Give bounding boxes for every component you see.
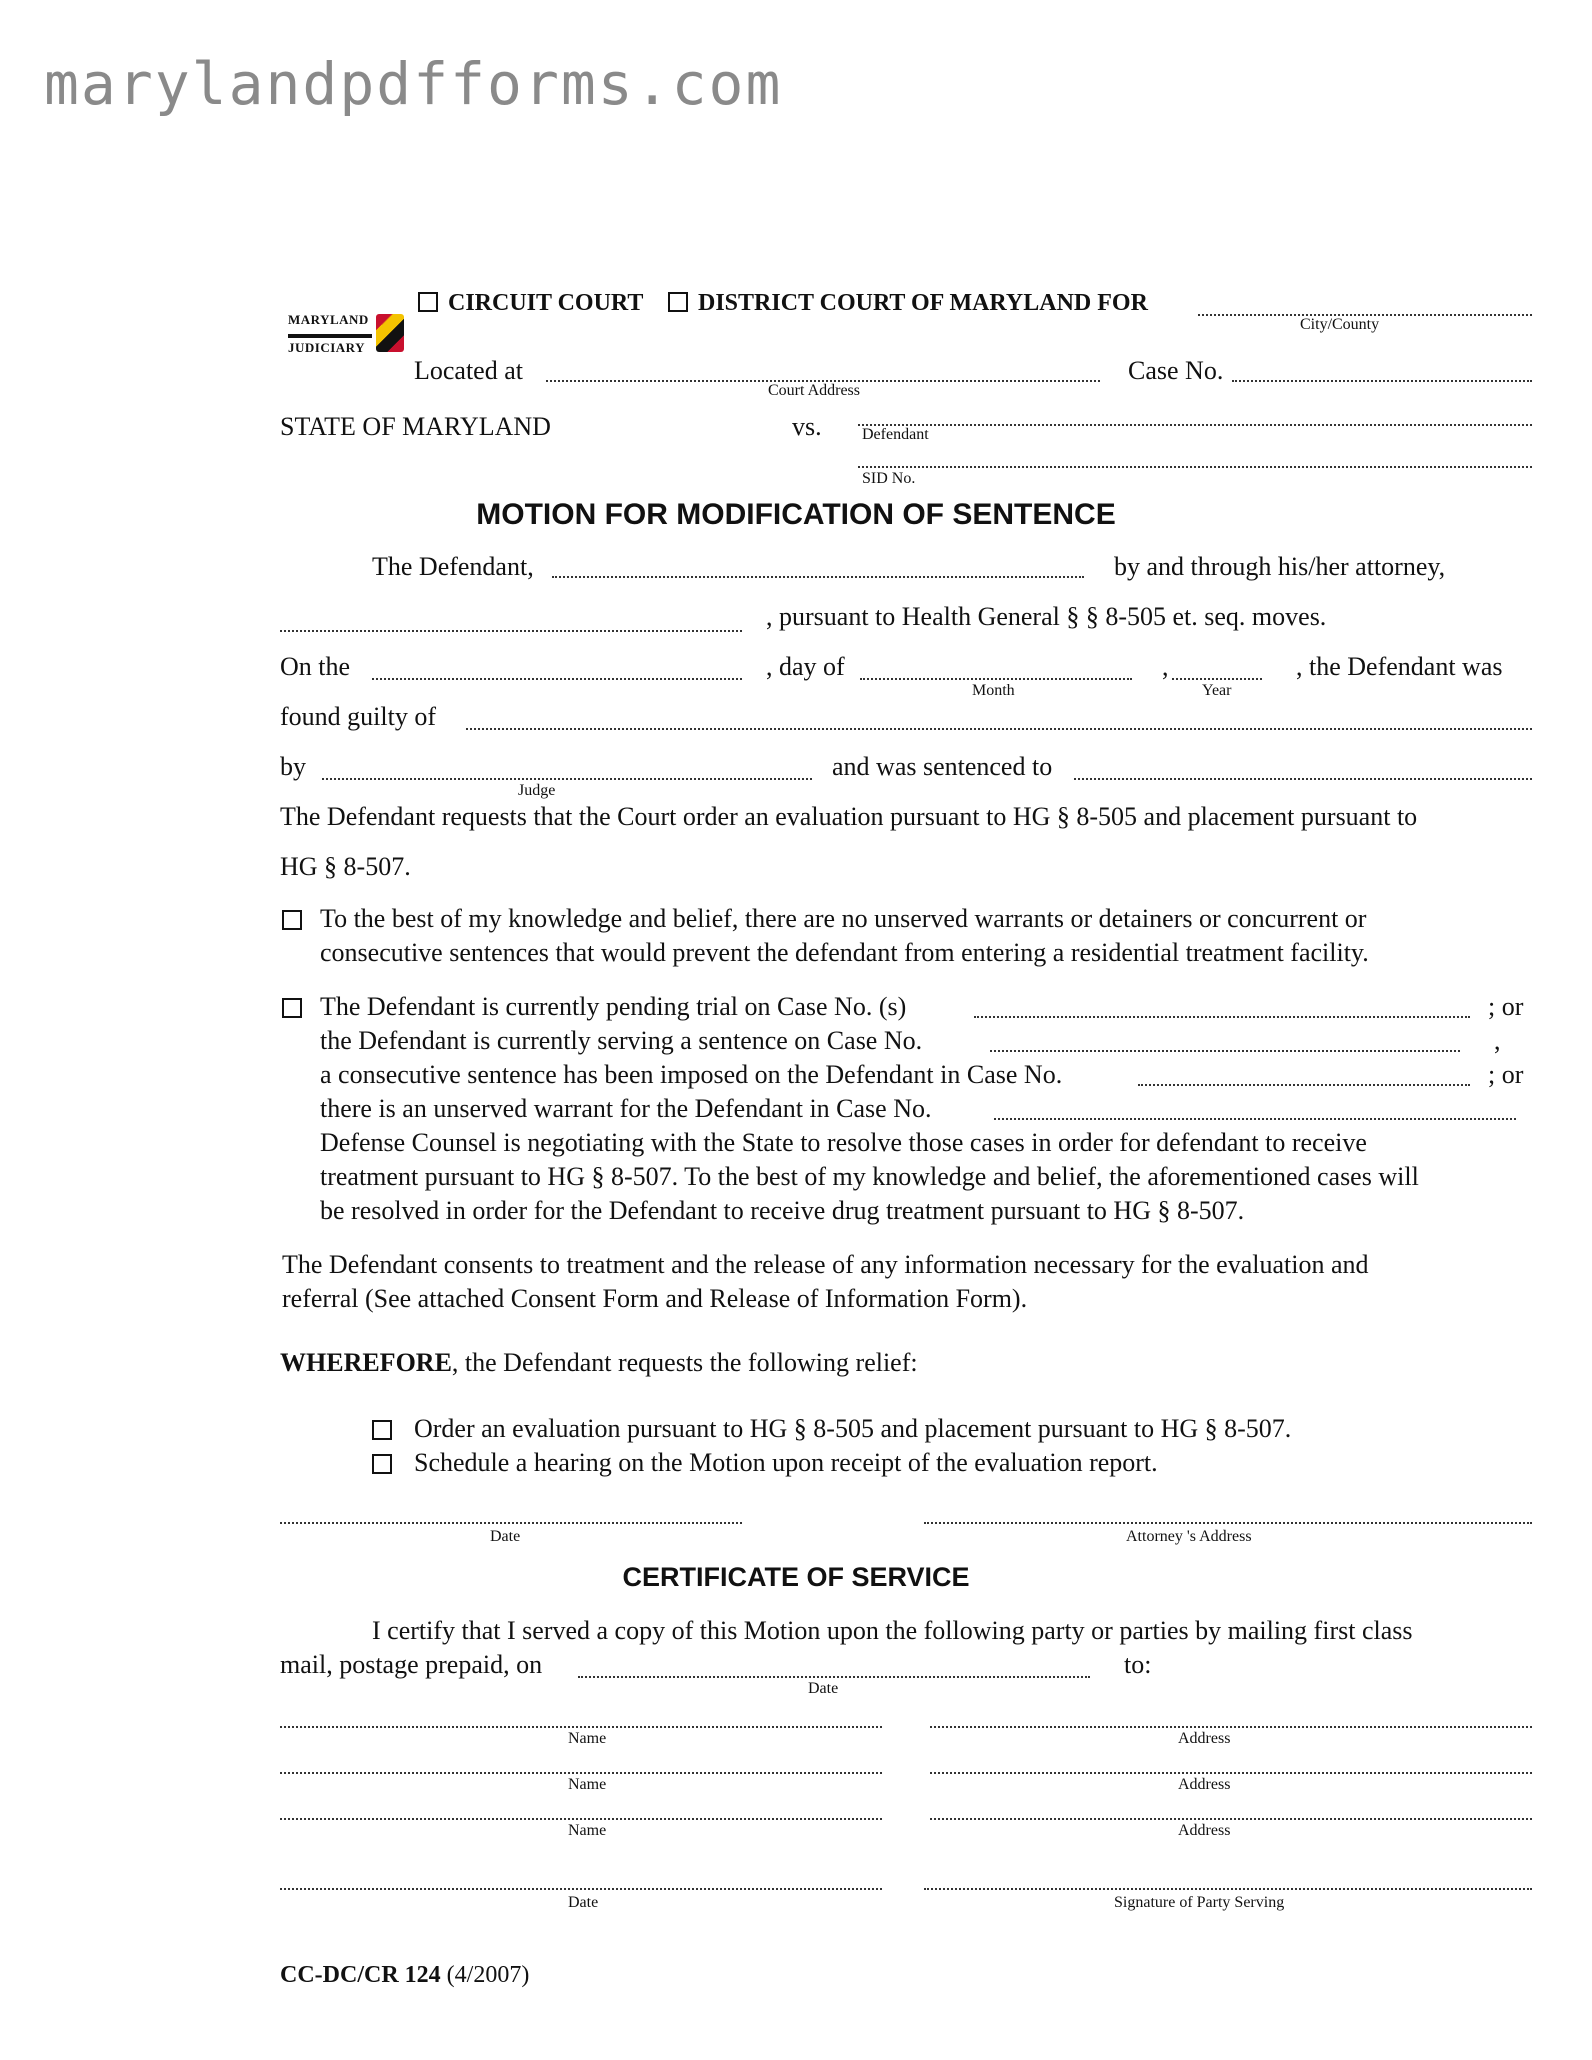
maryland-judiciary-logo bbox=[286, 312, 406, 356]
day-field[interactable] bbox=[372, 678, 742, 680]
or-1: ; or bbox=[1488, 992, 1524, 1021]
found-guilty-label: found guilty of bbox=[280, 702, 436, 731]
certificate-title: CERTIFICATE OF SERVICE bbox=[622, 1562, 970, 1592]
judge-caption: Judge bbox=[518, 782, 556, 799]
check2-line-3: a consecutive sentence has been imposed on the Defendant in Case No. bbox=[320, 1060, 1063, 1089]
pending-cases-checkbox[interactable] bbox=[282, 998, 302, 1018]
defendant-prefix: The Defendant, bbox=[372, 552, 534, 581]
signature-caption: Signature of Party Serving bbox=[1114, 1894, 1285, 1911]
or-2: ; or bbox=[1488, 1060, 1524, 1089]
sid-no-field[interactable] bbox=[858, 466, 1532, 468]
name-caption-2: Name bbox=[568, 1776, 607, 1793]
consent-line-2: referral (See attached Consent Form and Release of Information Form). bbox=[282, 1284, 1028, 1313]
service-date-field[interactable] bbox=[280, 1888, 882, 1890]
mailing-date-caption: Date bbox=[808, 1680, 839, 1697]
located-at-label: Located at bbox=[414, 356, 523, 385]
certificate-line-1: I certify that I served a copy of this Motion upon the following party or parties by mailing first class bbox=[372, 1616, 1413, 1645]
year-field[interactable] bbox=[1172, 678, 1262, 680]
district-court-label: DISTRICT COURT OF MARYLAND FOR bbox=[698, 290, 1148, 316]
to-label: to: bbox=[1124, 1650, 1152, 1679]
schedule-hearing-checkbox[interactable] bbox=[372, 1454, 392, 1474]
consent-line-1: The Defendant consents to treatment and the release of any information necessary for the evaluation and bbox=[282, 1250, 1369, 1279]
year-comma: , bbox=[1162, 652, 1169, 681]
wherefore-text bbox=[280, 1348, 918, 1378]
name-caption-3: Name bbox=[568, 1822, 607, 1839]
sentenced-to-label: and was sentenced to bbox=[832, 752, 1053, 781]
page-title: MOTION FOR MODIFICATION OF SENTENCE bbox=[476, 498, 1116, 531]
by-label: by bbox=[280, 752, 306, 781]
check1-line-1: To the best of my knowledge and belief, there are no unserved warrants or detainers or concurrent or bbox=[320, 904, 1367, 933]
address-caption-3: Address bbox=[1178, 1822, 1231, 1839]
through-attorney-text: by and through his/her attorney, bbox=[1114, 552, 1446, 581]
sentence-field[interactable] bbox=[1074, 778, 1532, 780]
motion-date-caption: Date bbox=[490, 1528, 521, 1545]
logo-line1: MARYLAND bbox=[288, 312, 369, 327]
check2-line-4: there is an unserved warrant for the Defendant in Case No. bbox=[320, 1094, 932, 1123]
court-address-caption: Court Address bbox=[768, 382, 860, 399]
check2-line-5: Defense Counsel is negotiating with the State to resolve those cases in order for defendant to receive bbox=[320, 1128, 1367, 1157]
attorney-address-field[interactable] bbox=[924, 1522, 1532, 1524]
check2-line-7: be resolved in order for the Defendant to receive drug treatment pursuant to HG § 8-507. bbox=[320, 1196, 1245, 1225]
circuit-court-checkbox[interactable] bbox=[418, 292, 438, 312]
order-evaluation-checkbox[interactable] bbox=[372, 1420, 392, 1440]
defendant-field[interactable] bbox=[858, 424, 1532, 426]
relief-1: Order an evaluation pursuant to HG § 8-505 and placement pursuant to HG § 8-507. bbox=[414, 1414, 1292, 1443]
logo-line2: JUDICIARY bbox=[288, 340, 365, 355]
name-caption-1: Name bbox=[568, 1730, 607, 1747]
serving-case-no-field[interactable] bbox=[990, 1050, 1460, 1052]
attorney-name-field[interactable] bbox=[280, 630, 742, 632]
vs-label: vs. bbox=[792, 412, 822, 441]
form-id: CC-DC/CR 124 bbox=[280, 1962, 441, 1988]
service-date-caption: Date bbox=[568, 1894, 599, 1911]
name-field-3[interactable] bbox=[280, 1818, 882, 1820]
judge-field[interactable] bbox=[322, 778, 812, 780]
state-of-maryland: STATE OF MARYLAND bbox=[280, 412, 551, 441]
day-of-label: , day of bbox=[766, 652, 845, 681]
case-no-label: Case No. bbox=[1128, 356, 1224, 385]
warrant-case-no-field[interactable] bbox=[994, 1118, 1516, 1120]
motion-date-field[interactable] bbox=[280, 1522, 742, 1524]
watermark: marylandpdfforms.com bbox=[44, 50, 783, 118]
comma-2: , bbox=[1494, 1026, 1501, 1055]
certificate-line-2: mail, postage prepaid, on bbox=[280, 1650, 543, 1679]
case-no-field[interactable] bbox=[1232, 380, 1532, 382]
maryland-flag-icon bbox=[376, 314, 404, 352]
wherefore-bold: WHEREFORE bbox=[280, 1348, 452, 1377]
month-field[interactable] bbox=[860, 678, 1132, 680]
address-field-1[interactable] bbox=[930, 1726, 1532, 1728]
month-caption: Month bbox=[972, 682, 1015, 699]
wherefore-rest: , the Defendant requests the following relief: bbox=[451, 1348, 918, 1377]
request-line-2: HG § 8-507. bbox=[280, 852, 411, 881]
name-field-1[interactable] bbox=[280, 1726, 882, 1728]
form-date: (4/2007) bbox=[446, 1962, 530, 1988]
pending-case-no-field[interactable] bbox=[974, 1016, 1470, 1018]
relief-2: Schedule a hearing on the Motion upon receipt of the evaluation report. bbox=[414, 1448, 1158, 1477]
circuit-court-label: CIRCUIT COURT bbox=[448, 290, 644, 316]
on-the-label: On the bbox=[280, 652, 351, 681]
defendant-was-text: , the Defendant was bbox=[1296, 652, 1503, 681]
name-field-2[interactable] bbox=[280, 1772, 882, 1774]
city-county-caption: City/County bbox=[1300, 316, 1380, 333]
district-court-checkbox[interactable] bbox=[668, 292, 688, 312]
mailing-date-field[interactable] bbox=[578, 1676, 1090, 1678]
no-warrants-checkbox[interactable] bbox=[282, 910, 302, 930]
pursuant-text: , pursuant to Health General § § 8-505 et. seq. moves. bbox=[766, 602, 1327, 631]
offense-field[interactable] bbox=[466, 728, 1532, 730]
logo-gavel-bar bbox=[288, 334, 372, 338]
check2-line-2: the Defendant is currently serving a sentence on Case No. bbox=[320, 1026, 923, 1055]
address-field-3[interactable] bbox=[930, 1818, 1532, 1820]
sid-no-caption: SID No. bbox=[862, 470, 916, 487]
check2-line-6: treatment pursuant to HG § 8-507. To the best of my knowledge and belief, the aforementioned cases will bbox=[320, 1162, 1419, 1191]
year-caption: Year bbox=[1202, 682, 1232, 699]
defendant-name-field[interactable] bbox=[552, 576, 1084, 578]
signature-field[interactable] bbox=[924, 1888, 1532, 1890]
address-caption-1: Address bbox=[1178, 1730, 1231, 1747]
consecutive-case-no-field[interactable] bbox=[1138, 1084, 1470, 1086]
check1-line-2: consecutive sentences that would prevent the defendant from entering a residential treatment facility. bbox=[320, 938, 1369, 967]
address-field-2[interactable] bbox=[930, 1772, 1532, 1774]
defendant-caption: Defendant bbox=[862, 426, 929, 443]
check2-line-1: The Defendant is currently pending trial on Case No. (s) bbox=[320, 992, 907, 1021]
address-caption-2: Address bbox=[1178, 1776, 1231, 1793]
request-line-1: The Defendant requests that the Court order an evaluation pursuant to HG § 8-505 and placement pursuant to bbox=[280, 802, 1418, 831]
form-footer bbox=[280, 1962, 529, 1989]
attorney-address-caption: Attorney 's Address bbox=[1126, 1528, 1252, 1545]
